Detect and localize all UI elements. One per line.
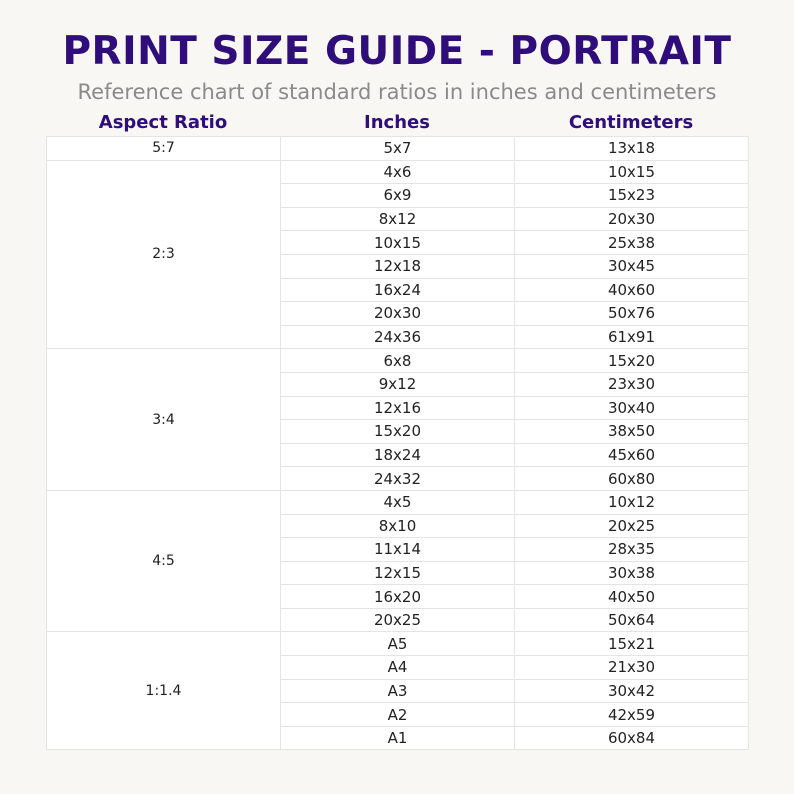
centimeters-cell: 30x45 xyxy=(515,254,749,278)
centimeters-cell: 13x18 xyxy=(515,137,749,161)
inches-cell: 9x12 xyxy=(281,372,515,396)
centimeters-cell: 10x12 xyxy=(515,490,749,514)
centimeters-cell: 60x80 xyxy=(515,467,749,491)
centimeters-cell: 23x30 xyxy=(515,372,749,396)
inches-cell: 12x16 xyxy=(281,396,515,420)
inches-cell: A1 xyxy=(281,726,515,750)
centimeters-cell: 30x38 xyxy=(515,561,749,585)
column-header-centimeters: Centimeters xyxy=(568,112,694,133)
centimeters-cell: 15x23 xyxy=(515,184,749,208)
table-header xyxy=(46,111,748,135)
centimeters-cell: 20x30 xyxy=(515,207,749,231)
page-subtitle: Reference chart of standard ratios in inches and centimeters xyxy=(77,80,717,104)
centimeters-cell: 28x35 xyxy=(515,538,749,562)
centimeters-cell: 60x84 xyxy=(515,726,749,750)
centimeters-cell: 21x30 xyxy=(515,656,749,680)
page-title: PRINT SIZE GUIDE - PORTRAIT xyxy=(62,29,732,74)
inches-cell: 15x20 xyxy=(281,420,515,444)
inches-cell: 16x20 xyxy=(281,585,515,609)
inches-cell: 10x15 xyxy=(281,231,515,255)
table-row xyxy=(47,632,749,656)
inches-cell: 12x15 xyxy=(281,561,515,585)
table-row xyxy=(47,349,749,373)
inches-cell: 8x12 xyxy=(281,207,515,231)
inches-cell: 24x36 xyxy=(281,325,515,349)
centimeters-cell: 30x42 xyxy=(515,679,749,703)
inches-cell: 20x25 xyxy=(281,608,515,632)
inches-cell: 12x18 xyxy=(281,254,515,278)
centimeters-cell: 15x21 xyxy=(515,632,749,656)
inches-cell: A4 xyxy=(281,656,515,680)
aspect-ratio-cell: 3:4 xyxy=(47,349,281,491)
centimeters-cell: 42x59 xyxy=(515,703,749,727)
inches-cell: 11x14 xyxy=(281,538,515,562)
table-row xyxy=(47,490,749,514)
column-header-inches: Inches xyxy=(364,112,430,133)
aspect-ratio-cell: 2:3 xyxy=(47,160,281,349)
inches-cell: 6x8 xyxy=(281,349,515,373)
centimeters-cell: 45x60 xyxy=(515,443,749,467)
inches-cell: 18x24 xyxy=(281,443,515,467)
table-row xyxy=(47,137,749,161)
centimeters-cell: 61x91 xyxy=(515,325,749,349)
inches-cell: 4x6 xyxy=(281,160,515,184)
print-size-table xyxy=(46,136,749,750)
centimeters-cell: 50x76 xyxy=(515,302,749,326)
aspect-ratio-cell: 4:5 xyxy=(47,490,281,632)
centimeters-cell: 30x40 xyxy=(515,396,749,420)
centimeters-cell: 40x50 xyxy=(515,585,749,609)
inches-cell: 4x5 xyxy=(281,490,515,514)
centimeters-cell: 10x15 xyxy=(515,160,749,184)
centimeters-cell: 20x25 xyxy=(515,514,749,538)
inches-cell: A2 xyxy=(281,703,515,727)
table-row xyxy=(47,160,749,184)
inches-cell: 16x24 xyxy=(281,278,515,302)
print-size-table-body xyxy=(47,137,749,750)
column-header-aspect-ratio: Aspect Ratio xyxy=(98,112,228,133)
inches-cell: 5x7 xyxy=(281,137,515,161)
centimeters-cell: 15x20 xyxy=(515,349,749,373)
inches-cell: A5 xyxy=(281,632,515,656)
inches-cell: 20x30 xyxy=(281,302,515,326)
centimeters-cell: 25x38 xyxy=(515,231,749,255)
centimeters-cell: 50x64 xyxy=(515,608,749,632)
centimeters-cell: 38x50 xyxy=(515,420,749,444)
centimeters-cell: 40x60 xyxy=(515,278,749,302)
aspect-ratio-cell: 5:7 xyxy=(47,137,281,161)
inches-cell: 6x9 xyxy=(281,184,515,208)
inches-cell: 24x32 xyxy=(281,467,515,491)
inches-cell: 8x10 xyxy=(281,514,515,538)
aspect-ratio-cell: 1:1.4 xyxy=(47,632,281,750)
inches-cell: A3 xyxy=(281,679,515,703)
